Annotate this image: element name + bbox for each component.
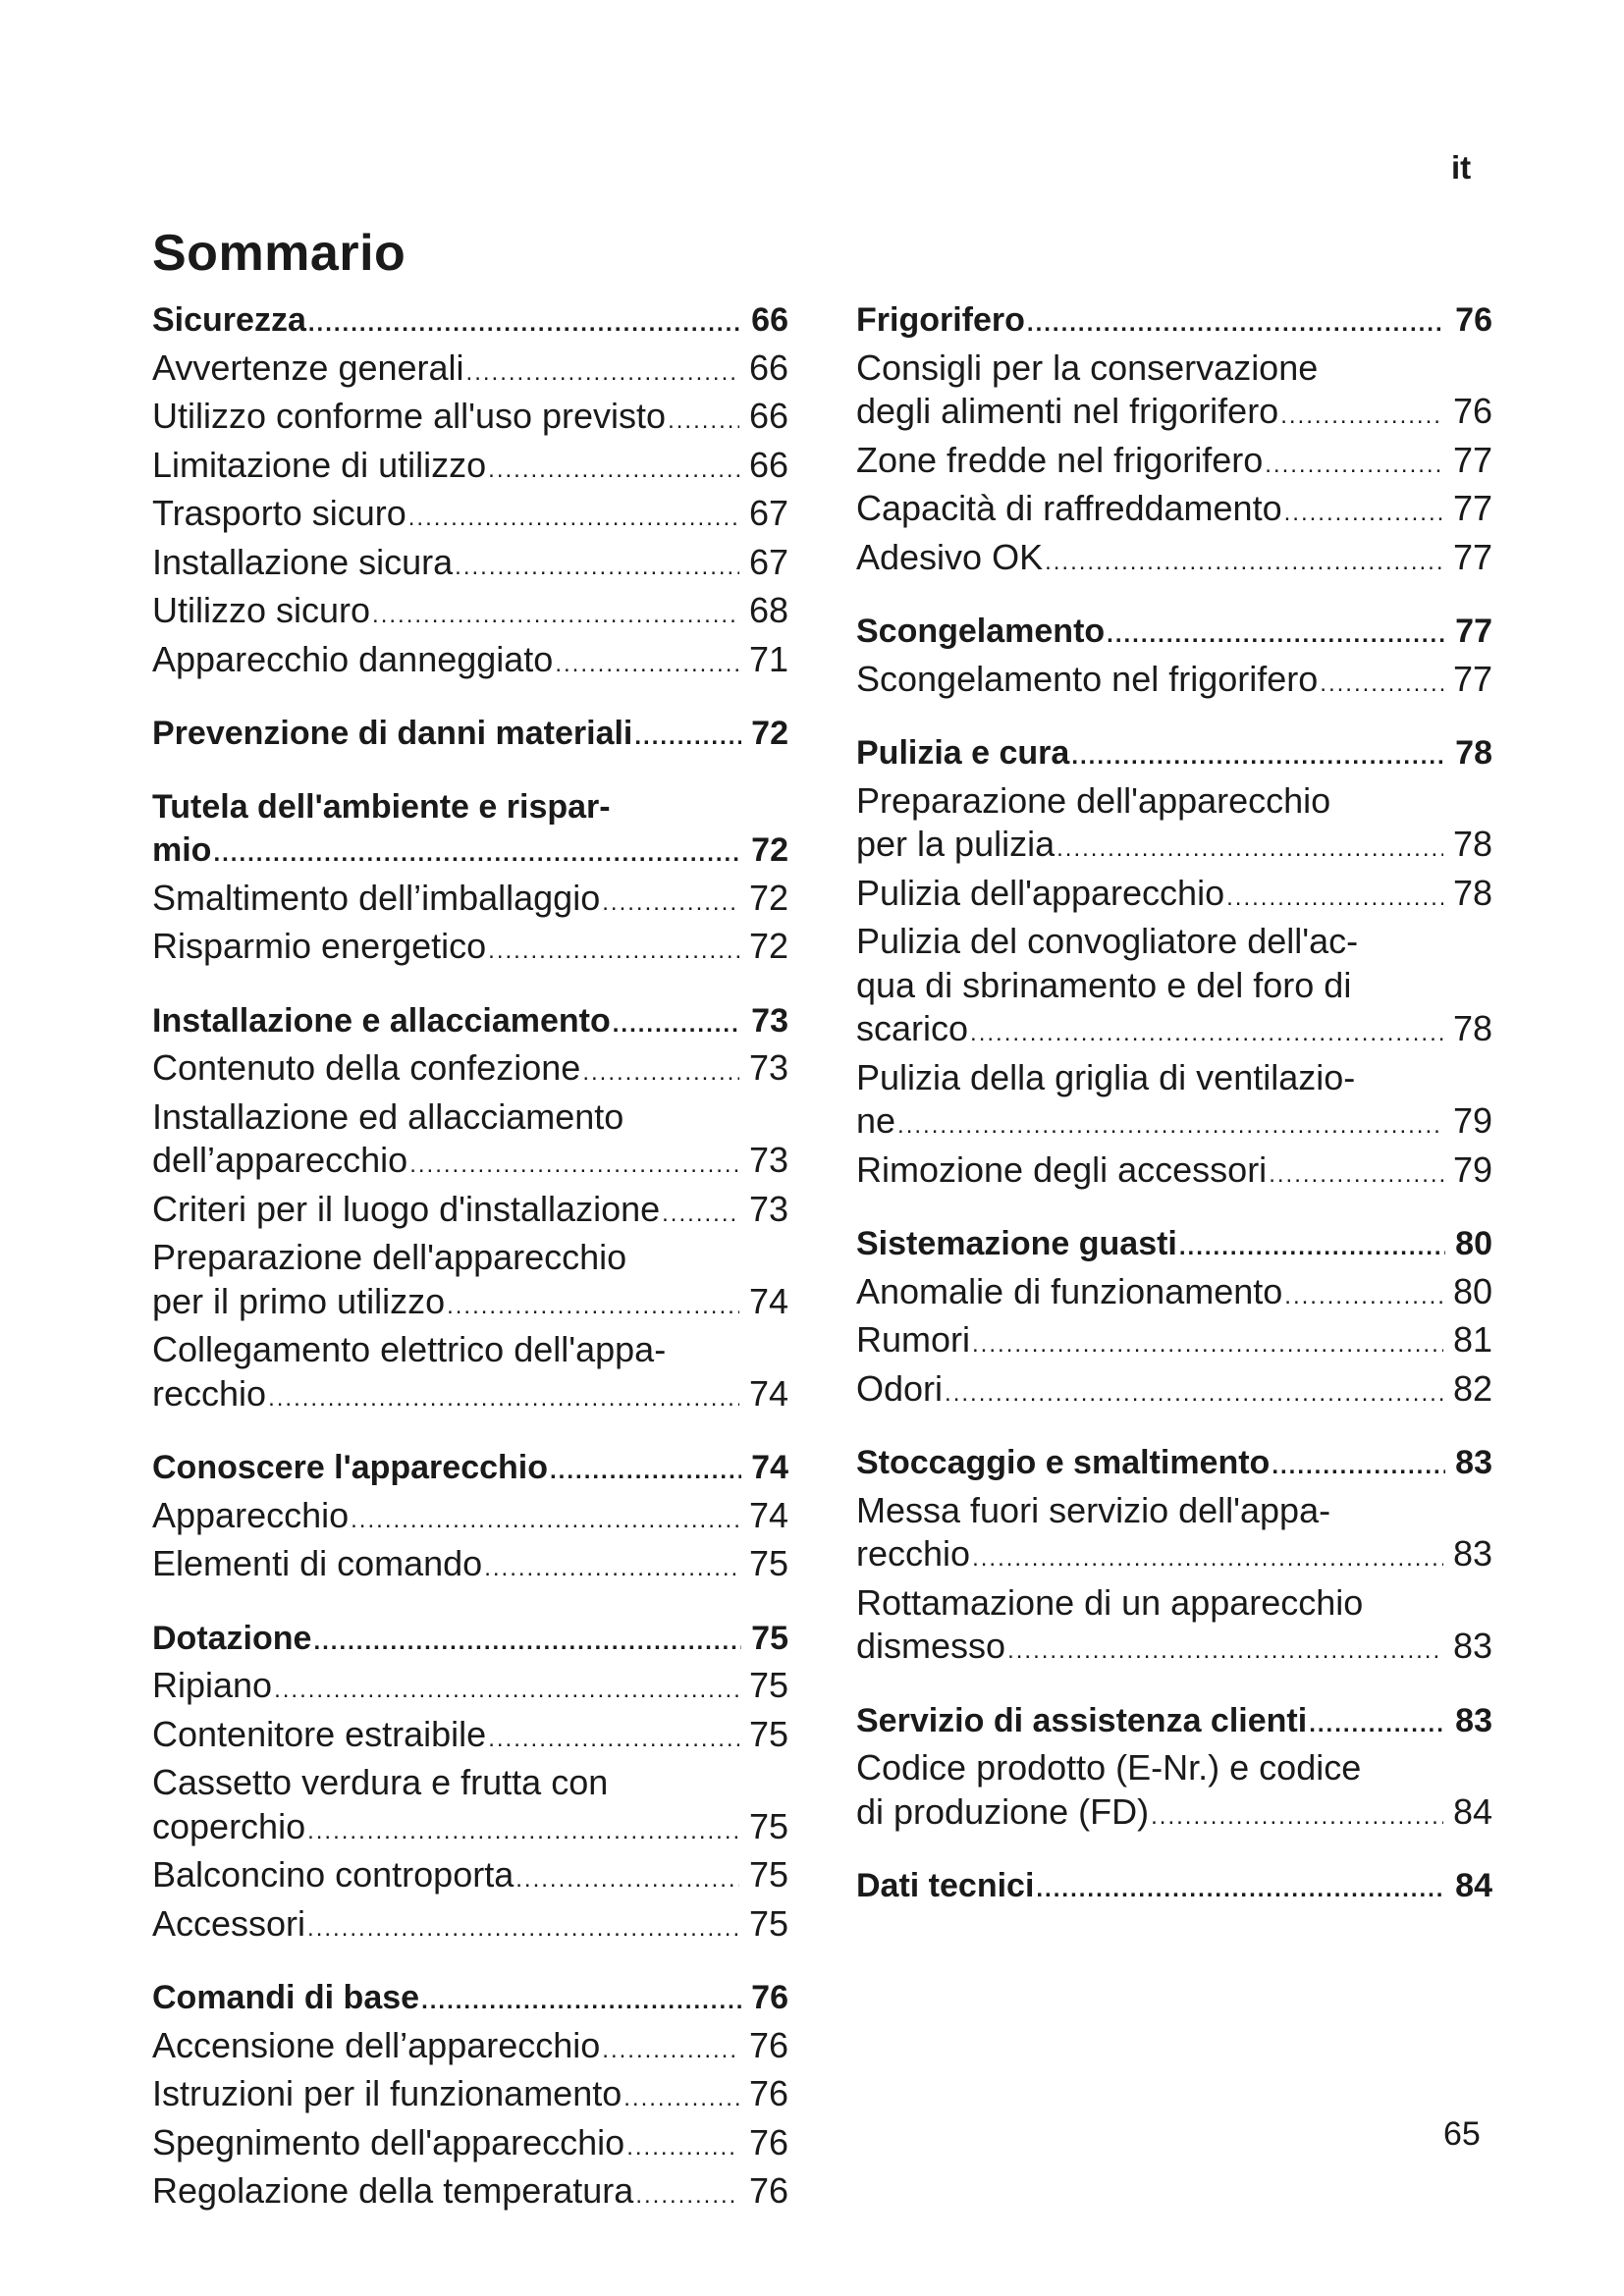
toc-entry-contenuto-della-confezione[interactable]: [152, 1046, 788, 1095]
toc-entry-text-line: Preparazione dell'apparecchio: [152, 1237, 627, 1277]
toc-entry-istruzioni-per-il-funzionamento[interactable]: [152, 2072, 788, 2121]
dot-leader: [1265, 444, 1443, 488]
toc-entry-label: per la pulizia: [856, 824, 1056, 864]
toc-entry-label: Capacità di raffreddamento: [856, 488, 1282, 528]
toc-entry-page-number: 67: [748, 541, 788, 582]
toc-entry-page-number: 77: [1452, 439, 1492, 480]
toc-entry-page-number: 79: [1452, 1100, 1492, 1141]
toc-entry-coperchio[interactable]: [152, 1805, 788, 1854]
toc-section-heading-text-line: Tutela dell'ambiente e rispar-: [152, 787, 611, 826]
dot-leader: [455, 546, 739, 590]
toc-section-heading-conoscere-l-apparecchio[interactable]: [152, 1446, 788, 1494]
toc-entry-text-line: Installazione ed allacciamento: [152, 1095, 624, 1137]
dot-leader: [662, 1193, 739, 1237]
toc-entry-label: Spegnimento dell'apparecchio: [152, 2121, 625, 2163]
toc-entry-label: Accensione dell’apparecchio: [152, 2024, 601, 2065]
toc-entry-label: per il primo utilizzo: [152, 1280, 446, 1321]
toc-section-heading-page-number: 80: [1455, 1225, 1492, 1262]
dot-leader: [972, 1537, 1443, 1581]
toc-section: [152, 785, 788, 974]
toc-entry-dismesso[interactable]: [856, 1625, 1492, 1674]
toc-entry-page-number: 75: [748, 1713, 788, 1754]
page-title: Sommario: [152, 225, 406, 282]
toc-entry-page-number: 78: [1452, 872, 1492, 913]
toc-section-heading-label: Dotazione: [152, 1619, 312, 1657]
toc-entry-label: Criteri per il luogo d'installazione: [152, 1188, 661, 1229]
dot-leader: [1269, 1153, 1443, 1198]
toc-section-heading-page-number: 72: [751, 715, 788, 752]
toc-section: [856, 610, 1492, 706]
toc-entry-page-number: 83: [1452, 1626, 1492, 1666]
dot-leader: [550, 1450, 741, 1494]
toc-section-heading-dati-tecnici[interactable]: [856, 1864, 1492, 1912]
toc-entry-page-number: 75: [748, 1805, 788, 1846]
toc-entry-regolazione-della-temperatura[interactable]: [152, 2169, 788, 2218]
toc-entry-label: Limitazione di utilizzo: [152, 444, 487, 485]
toc-entry-page-number: 77: [1452, 536, 1492, 577]
toc-section-heading-label: Sistemazione guasti: [856, 1225, 1177, 1262]
toc-section-heading-label: Pulizia e cura: [856, 734, 1070, 772]
dot-leader: [1036, 1868, 1445, 1912]
dot-leader: [351, 1499, 739, 1543]
dot-leader: [213, 832, 741, 877]
toc-entry-avvertenze-generali[interactable]: [152, 347, 788, 396]
dot-leader: [372, 594, 739, 638]
toc-section: [856, 1222, 1492, 1415]
toc-entry-scarico[interactable]: [856, 1007, 1492, 1056]
toc-entry-page-number: 74: [748, 1372, 788, 1414]
toc-entry-criteri-per-il-luogo-d-installazione[interactable]: [152, 1188, 788, 1237]
toc-entry-scongelamento-nel-frigorifero[interactable]: [856, 658, 1492, 707]
toc-left-column: [152, 298, 788, 2244]
toc-entry-page-number: 76: [748, 2121, 788, 2163]
dot-leader: [1284, 492, 1443, 536]
toc-entry-label: recchio: [152, 1372, 267, 1414]
dot-leader: [408, 497, 739, 541]
toc-section: [856, 298, 1492, 584]
toc-entry-accessori[interactable]: [152, 1902, 788, 1951]
toc-entry-elementi-di-comando[interactable]: [152, 1542, 788, 1591]
toc-entry-per-il-primo-utilizzo[interactable]: [152, 1280, 788, 1329]
dot-leader: [613, 1003, 741, 1047]
toc-entry-anomalie-di-funzionamento[interactable]: [856, 1270, 1492, 1319]
dot-leader: [582, 1051, 739, 1095]
dot-leader: [897, 1104, 1443, 1148]
toc-entry-text-line: Cassetto verdura e frutta con: [152, 1762, 609, 1802]
toc-section-heading-page-number: 75: [751, 1619, 788, 1657]
toc-entry-label: Contenitore estraibile: [152, 1713, 487, 1754]
toc-entry-label: di produzione (FD): [856, 1790, 1150, 1832]
toc-section: [152, 298, 788, 686]
dot-leader: [555, 643, 739, 687]
toc-entry-page-number: 78: [1452, 824, 1492, 864]
toc-section-heading-comandi-di-base[interactable]: [152, 1976, 788, 2024]
dot-leader: [1056, 828, 1443, 872]
dot-leader: [1226, 877, 1443, 921]
toc-section: [856, 1864, 1492, 1912]
toc-entry-page-number: 66: [748, 347, 788, 388]
toc-entry-limitazione-di-utilizzo[interactable]: [152, 444, 788, 493]
toc-entry-label: Balconcino controporta: [152, 1854, 514, 1895]
dot-leader: [466, 351, 739, 396]
toc-entry-page-number: 76: [748, 2073, 788, 2113]
toc-entry-page-number: 68: [748, 590, 788, 630]
toc-section-heading-label: Servizio di assistenza clienti: [856, 1701, 1308, 1739]
dot-leader: [1027, 302, 1445, 347]
dot-leader: [1272, 1445, 1445, 1489]
toc-entry-page-number: 79: [1452, 1148, 1492, 1190]
toc-section-heading-servizio-di-assistenza-clienti[interactable]: [856, 1699, 1492, 1747]
dot-leader: [1179, 1226, 1445, 1270]
toc-section-heading-page-number: 76: [1455, 301, 1492, 339]
toc-entry-label: Adesivo OK: [856, 536, 1044, 577]
dot-leader: [1071, 735, 1445, 779]
toc-entry-zone-fredde-nel-frigorifero[interactable]: [856, 439, 1492, 488]
toc-entry-page-number: 81: [1452, 1319, 1492, 1360]
dot-leader: [602, 881, 739, 926]
toc-entry-page-number: 73: [748, 1047, 788, 1088]
toc-section-heading-label: Conoscere l'apparecchio: [152, 1449, 549, 1486]
toc-entry-text-line: Rottamazione di un apparecchio: [856, 1581, 1364, 1623]
dot-leader: [447, 1285, 739, 1329]
toc-entry-page-number: 80: [1452, 1270, 1492, 1311]
toc-entry-trasporto-sicuro[interactable]: [152, 492, 788, 541]
dot-leader: [1320, 663, 1443, 707]
toc-entry-risparmio-energetico[interactable]: [152, 925, 788, 974]
toc-entry-label: Risparmio energetico: [152, 926, 487, 966]
dot-leader: [307, 1810, 739, 1854]
toc-entry-spegnimento-dell-apparecchio[interactable]: [152, 2121, 788, 2170]
toc-entry-rimozione-degli-accessori[interactable]: [856, 1148, 1492, 1198]
toc-entry-page-number: 73: [748, 1188, 788, 1229]
toc-section-heading-sistemazione-guasti[interactable]: [856, 1222, 1492, 1270]
toc-entry-text-line: Preparazione dell'apparecchio: [856, 779, 1331, 821]
toc-entry-page-number: 75: [748, 1543, 788, 1583]
toc-entry-di-produzione-fd[interactable]: [856, 1790, 1492, 1840]
dot-leader: [488, 1718, 739, 1762]
toc-entry-label: Rimozione degli accessori: [856, 1148, 1268, 1190]
toc-section: [856, 1699, 1492, 1840]
toc-entry-text-line: Pulizia del convogliatore dell'ac-: [856, 921, 1359, 961]
toc-entry-page-number: 77: [1452, 488, 1492, 528]
toc-section-heading-dotazione[interactable]: [152, 1617, 788, 1665]
toc-entry-text-line: Messa fuori servizio dell'appa-: [856, 1489, 1331, 1530]
toc-entry-page-number: 66: [748, 444, 788, 485]
toc-entry-ripiano[interactable]: [152, 1664, 788, 1713]
dot-leader: [274, 1669, 739, 1713]
language-tag: it: [1451, 149, 1472, 186]
dot-leader: [488, 449, 739, 493]
toc-entry-page-number: 72: [748, 926, 788, 966]
toc-section-heading-mio[interactable]: [152, 828, 788, 877]
toc-entry-page-number: 67: [748, 493, 788, 533]
toc-section-heading-page-number: 83: [1455, 1701, 1492, 1739]
toc-entry-label: Zone fredde nel frigorifero: [856, 439, 1264, 480]
dot-leader: [1284, 1275, 1443, 1319]
dot-leader: [635, 2174, 739, 2218]
toc-section-heading-label: Stoccaggio e smaltimento: [856, 1444, 1271, 1481]
toc-entry-text-line: Collegamento elettrico dell'appa-: [152, 1329, 667, 1369]
toc-entry-label: Anomalie di funzionamento: [856, 1270, 1283, 1311]
toc-section-heading-installazione-e-allacciamento[interactable]: [152, 999, 788, 1047]
toc-section: [152, 712, 788, 760]
dot-leader: [268, 1377, 739, 1421]
toc-entry-label: ne: [856, 1100, 896, 1141]
toc-section-heading-page-number: 77: [1455, 613, 1492, 650]
dot-leader: [313, 1621, 741, 1665]
toc-entry-apparecchio-danneggiato[interactable]: [152, 638, 788, 687]
toc-entry-accensione-dell-apparecchio[interactable]: [152, 2024, 788, 2073]
toc-section: [856, 731, 1492, 1197]
toc-entry-installazione-sicura[interactable]: [152, 541, 788, 590]
toc-section: [856, 1441, 1492, 1674]
toc-entry-label: Trasporto sicuro: [152, 493, 406, 533]
toc-section-heading-page-number: 74: [751, 1449, 788, 1486]
toc-entry-label: scarico: [856, 1008, 969, 1048]
toc-section-heading-label: Frigorifero: [856, 301, 1025, 339]
toc-entry-label: Utilizzo sicuro: [152, 590, 371, 630]
toc-entry-label: Utilizzo conforme all'uso previsto: [152, 396, 667, 436]
toc-section-heading-sicurezza[interactable]: [152, 298, 788, 347]
toc-entry-page-number: 75: [748, 1902, 788, 1944]
toc-entry-label: Apparecchio: [152, 1494, 350, 1535]
toc-entry-label: dell’apparecchio: [152, 1140, 408, 1180]
toc-entry-page-number: 76: [748, 2170, 788, 2211]
dot-leader: [488, 930, 739, 974]
dot-leader: [484, 1547, 739, 1591]
toc-entry-label: Ripiano: [152, 1665, 273, 1705]
toc-entry-degli-alimenti-nel-frigorifero[interactable]: [856, 390, 1492, 439]
toc-entry-utilizzo-conforme-all-uso-previsto[interactable]: [152, 395, 788, 444]
dot-leader: [307, 1907, 739, 1951]
toc-entry-label: dismesso: [856, 1626, 1006, 1666]
toc-entry-label: Scongelamento nel frigorifero: [856, 658, 1319, 699]
toc-entry-adesivo-ok[interactable]: [856, 536, 1492, 585]
toc-entry-label: Regolazione della temperatura: [152, 2170, 634, 2211]
dot-leader: [634, 716, 741, 760]
toc-entry-label: Avvertenze generali: [152, 347, 464, 388]
toc-entry-recchio[interactable]: [152, 1372, 788, 1421]
toc-section: [152, 999, 788, 1421]
toc-section: [152, 1976, 788, 2218]
dot-leader: [421, 1980, 741, 2024]
toc-section-heading-scongelamento[interactable]: [856, 610, 1492, 658]
toc-entry-label: Odori: [856, 1367, 944, 1409]
toc-entry-apparecchio[interactable]: [152, 1494, 788, 1543]
toc-entry-ne[interactable]: [856, 1099, 1492, 1148]
toc-entry-page-number: 82: [1452, 1367, 1492, 1409]
toc-entry-page-number: 73: [748, 1140, 788, 1180]
toc-entry-rumori[interactable]: [856, 1318, 1492, 1367]
toc-entry-page-number: 78: [1452, 1008, 1492, 1048]
toc-entry-page-number: 84: [1452, 1790, 1492, 1832]
toc-section-heading-page-number: 78: [1455, 734, 1492, 772]
dot-leader: [1309, 1703, 1445, 1747]
toc-section-heading-frigorifero[interactable]: [856, 298, 1492, 347]
toc-section-heading-page-number: 76: [751, 1979, 788, 2016]
toc-entry-label: Rumori: [856, 1319, 971, 1360]
toc-entry-text-line: qua di sbrinamento e del foro di: [856, 964, 1352, 1005]
toc-entry-page-number: 83: [1452, 1533, 1492, 1574]
toc-entry-page-number: 74: [748, 1494, 788, 1535]
toc-section-heading-pulizia-e-cura[interactable]: [856, 731, 1492, 779]
toc-entry-page-number: 72: [748, 877, 788, 918]
toc-entry-text-line: Codice prodotto (E-Nr.) e codice: [856, 1747, 1362, 1788]
toc-section-heading-label: mio: [152, 831, 212, 869]
toc-section-heading-page-number: 73: [751, 1001, 788, 1040]
toc-entry-utilizzo-sicuro[interactable]: [152, 589, 788, 638]
toc-entry-odori[interactable]: [856, 1367, 1492, 1416]
toc-section-heading-page-number: 72: [751, 831, 788, 869]
toc-section-heading-label: Sicurezza: [152, 301, 306, 339]
toc-entry-contenitore-estraibile[interactable]: [152, 1713, 788, 1762]
dot-leader: [668, 400, 739, 444]
toc-section-heading-page-number: 84: [1455, 1867, 1492, 1904]
toc-entry-page-number: 75: [748, 1665, 788, 1705]
dot-leader: [1007, 1629, 1443, 1674]
dot-leader: [409, 1144, 739, 1188]
toc-entry-pulizia-dell-apparecchio[interactable]: [856, 872, 1492, 921]
toc-entry-label: Pulizia dell'apparecchio: [856, 872, 1225, 913]
toc-entry-dell-apparecchio[interactable]: [152, 1139, 788, 1188]
dot-leader: [1280, 395, 1443, 439]
toc-entry-label: Accessori: [152, 1902, 306, 1944]
toc-entry-balconcino-controporta[interactable]: [152, 1853, 788, 1902]
toc-section-heading-prevenzione-di-danni-materiali[interactable]: [152, 712, 788, 760]
toc-section-heading-label: Installazione e allacciamento: [152, 1001, 611, 1040]
toc-entry-label: Apparecchio danneggiato: [152, 638, 554, 679]
toc-section-heading-page-number: 83: [1455, 1444, 1492, 1481]
dot-leader: [1107, 614, 1445, 658]
dot-leader: [626, 2126, 739, 2170]
toc-entry-page-number: 74: [748, 1280, 788, 1321]
toc-entry-recchio[interactable]: [856, 1532, 1492, 1581]
toc-section-heading-label: Scongelamento: [856, 613, 1106, 650]
toc-section-heading-label: Prevenzione di danni materiali: [152, 715, 633, 752]
toc-right-column: [856, 298, 1492, 1938]
dot-leader: [308, 302, 741, 347]
toc-entry-label: Elementi di comando: [152, 1543, 483, 1583]
toc-entry-label: coperchio: [152, 1805, 306, 1846]
dot-leader: [515, 1858, 739, 1902]
toc-entry-capacita-di-raffreddamento[interactable]: [856, 487, 1492, 536]
toc-entry-label: Smaltimento dell’imballaggio: [152, 877, 601, 918]
dot-leader: [1151, 1795, 1443, 1840]
toc-section-heading-stoccaggio-e-smaltimento[interactable]: [856, 1441, 1492, 1489]
dot-leader: [602, 2029, 739, 2073]
page-number: 65: [1443, 2115, 1481, 2153]
toc-section-heading-label: Dati tecnici: [856, 1867, 1035, 1904]
dot-leader: [1045, 541, 1443, 585]
toc-entry-page-number: 77: [1452, 658, 1492, 699]
toc-section-heading-label: Comandi di base: [152, 1979, 420, 2016]
toc-entry-page-number: 76: [1452, 391, 1492, 431]
dot-leader: [623, 2077, 739, 2121]
toc-entry-label: degli alimenti nel frigorifero: [856, 391, 1279, 431]
toc-entry-text-line: Consigli per la conservazione: [856, 347, 1319, 388]
toc-entry-label: recchio: [856, 1533, 971, 1574]
toc-entry-page-number: 66: [748, 396, 788, 436]
dot-leader: [945, 1372, 1443, 1416]
toc-entry-per-la-pulizia[interactable]: [856, 823, 1492, 872]
toc-entry-label: Contenuto della confezione: [152, 1047, 581, 1088]
toc-section-heading-page-number: 66: [751, 301, 788, 339]
dot-leader: [972, 1323, 1443, 1367]
toc-entry-text-line: Pulizia della griglia di ventilazio-: [856, 1056, 1356, 1097]
toc-entry-label: Istruzioni per il funzionamento: [152, 2073, 623, 2113]
toc-entry-page-number: 76: [748, 2024, 788, 2065]
toc-entry-label: Installazione sicura: [152, 541, 454, 582]
toc-section: [152, 1617, 788, 1951]
dot-leader: [970, 1012, 1443, 1056]
toc-entry-page-number: 71: [748, 638, 788, 679]
toc-section: [152, 1446, 788, 1591]
toc-entry-page-number: 75: [748, 1854, 788, 1895]
toc-entry-smaltimento-dell-imballaggio[interactable]: [152, 877, 788, 926]
